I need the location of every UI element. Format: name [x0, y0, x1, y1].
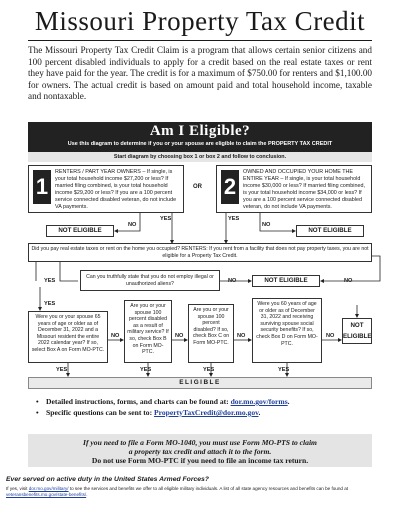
- yes-label-columns: YES: [44, 301, 56, 307]
- note-line-2: a property tax credit and attach it to the form.: [128, 447, 272, 456]
- box-2-owners: [216, 165, 372, 213]
- armed-forces-text: [6, 486, 396, 498]
- questions-email-link[interactable]: PropertyTaxCredit@dor.mo.gov: [154, 408, 259, 417]
- not-eligible-left: NOT ELIGIBLE: [46, 225, 114, 237]
- questions-bullet: [36, 407, 376, 418]
- title-rule: [28, 40, 372, 41]
- no-label-rent: NO: [344, 278, 353, 284]
- box-b-military-disabled: Are you or your spouse 100 percent disabled as a result of military service? If so, check Box B on Form MO-PTC.: [124, 300, 172, 363]
- diagram-subheading: Use this diagram to determine if you or your spouse are eligible to claim the PROPERTY TAX CREDIT: [67, 141, 333, 147]
- armed-forces-heading: Ever served on active duty in the United States Armed Forces?: [6, 476, 209, 483]
- yes-label-c: YES: [203, 367, 215, 373]
- yes-label-d: YES: [278, 367, 290, 373]
- not-eligible-alien: NOT ELIGIBLE: [252, 275, 320, 287]
- armed-text-suffix: .: [86, 492, 88, 497]
- military-link[interactable]: dor.mo.gov/military/: [28, 486, 69, 491]
- not-eligible-final: NOT ELIGIBLE: [342, 318, 372, 344]
- no-label-box2: NO: [262, 222, 271, 228]
- alien-question: Can you truthfully state that you do not employ illegal or unauthorized aliens?: [80, 270, 220, 291]
- box-1-text: RENTERS / PART YEAR OWNERS – If single, is your total household income $27,200 or less? If married filing combined, is your total household income $29,200 or less? If you are a 100 percent service connected disabled veteran, do not include VA payments.: [55, 169, 177, 210]
- no-label-a: NO: [111, 333, 120, 339]
- no-label-box1: NO: [128, 222, 137, 228]
- box-1-renters: [28, 165, 184, 213]
- yes-label-box1: YES: [160, 216, 172, 222]
- forms-bullet: [36, 396, 376, 407]
- questions-suffix: .: [258, 408, 261, 417]
- no-label-c: NO: [237, 333, 246, 339]
- forms-prefix: Detailed instructions, forms, and charts can be found at:: [46, 397, 231, 406]
- armed-text-mid: to see the services and benefits we offer to all eligible military individuals. A list of all state agency resources and benefits can be found at: [68, 486, 349, 491]
- diagram-heading: Am I Eligible?: [149, 123, 251, 139]
- questions-prefix: Specific questions can be sent to:: [46, 408, 154, 417]
- note-line-1: If you need to file a Form MO-1040, you must use Form MO-PTS to claim: [83, 438, 317, 447]
- no-label-d: NO: [326, 333, 335, 339]
- page-title: Missouri Property Tax Credit: [34, 6, 366, 36]
- no-label-b: NO: [175, 333, 184, 339]
- eligible-band: ELIGIBLE: [28, 377, 372, 389]
- diagram-start-instruction: Start diagram by choosing box 1 or box 2 and follow to conclusion.: [28, 152, 372, 162]
- diagram-header: [28, 122, 372, 152]
- no-label-alien: NO: [228, 278, 237, 284]
- yes-label-box2: YES: [228, 216, 240, 222]
- mo-1040-note: [28, 434, 372, 467]
- box-a-senior: Were you or your spouse 65 years of age or older as of December 31, 2022 and a Missouri resident the entire 2022 calendar year? If so, select Box A on Form MO-PTC.: [28, 311, 108, 363]
- note-line-3: Do not use Form MO-PTC if you need to file an income tax return.: [91, 456, 309, 465]
- yes-label-a: YES: [56, 367, 68, 373]
- box-d-surviving-spouse: Were you 60 years of age or older as of December 31, 2022 and receiving surviving spouse social security benefits? If so, check Box D on Form MO-PTC.: [252, 298, 322, 363]
- veterans-benefits-link[interactable]: veteransbenefits.mo.gov/state-benefits/: [6, 492, 87, 497]
- or-label: OR: [193, 184, 202, 190]
- resource-bullets: [36, 396, 376, 418]
- box-c-disabled: Are you or your spouse 100 percent disabled? If so, check Box C on Form MO-PTC.: [188, 304, 234, 363]
- yes-label-b: YES: [140, 367, 152, 373]
- intro-paragraph: The Missouri Property Tax Credit Claim is a program that allows certain senior citizens and 100 percent disabled individuals to apply for a credit based on the real estate taxes or rent they have paid for the year. The credit is for a maximum of $750.00 for renters and $1,100.00 for owners. The actual credit is based on amount paid and total household income, taxable and nontaxable.: [28, 45, 373, 102]
- rent-question: Did you pay real estate taxes or rent on the home you occupied? RENTERS: If you rent from a facility that does not pay property taxes, you are not eligible for a Property Tax Credit.: [28, 243, 372, 262]
- box-2-number: 2: [221, 170, 239, 204]
- forms-link[interactable]: dor.mo.gov/forms: [230, 397, 288, 406]
- yes-label-alien: YES: [44, 278, 56, 284]
- not-eligible-right: NOT ELIGIBLE: [296, 225, 364, 237]
- armed-text-prefix: If yes, visit: [6, 486, 29, 491]
- box-1-number: 1: [33, 170, 51, 204]
- forms-suffix: .: [287, 397, 290, 406]
- box-2-text: OWNED AND OCCUPIED YOUR HOME THE ENTIRE YEAR – If single, is your total household income $30,000 or less? If married filing combined, is your total household income $34,000 or less? If you are a 100 percent service connected disabled veteran, do not include VA payments.: [243, 169, 365, 210]
